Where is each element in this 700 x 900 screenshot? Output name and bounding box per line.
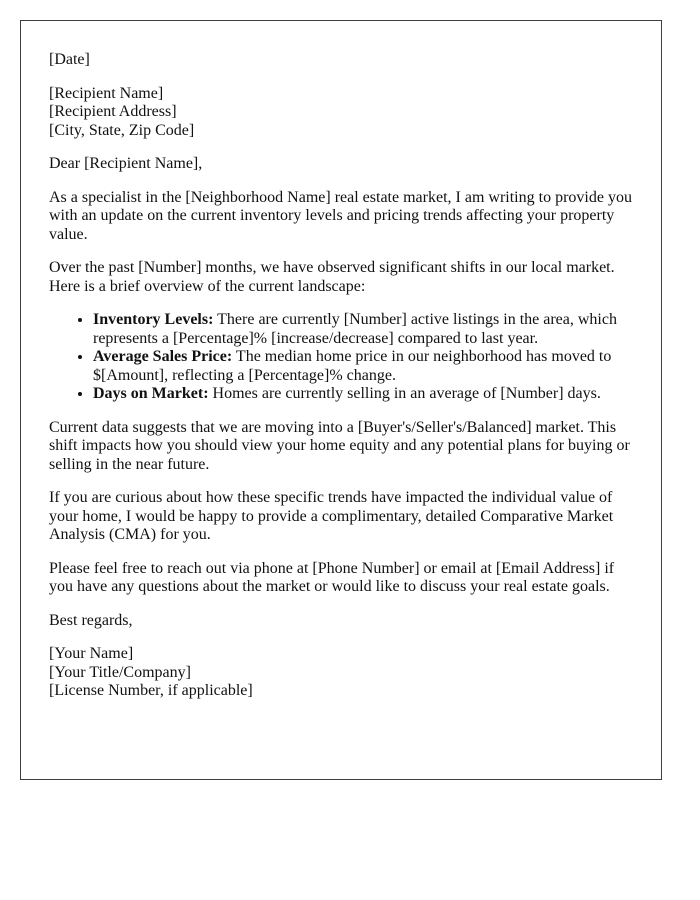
bullet-label-average-sales-price: Average Sales Price: [93,348,233,365]
date-line: [Date] [49,51,90,68]
bullet-text-average-sales-price: The median home price in our neighborhood has moved to $[Amount], reflecting a [Percentage]% change. [93,348,612,384]
recipient-name-line: [Recipient Name] [49,84,164,102]
list-item-average-sales-price [93,348,633,385]
market-stats-list [49,311,633,404]
salutation-line: Dear [Recipient Name], [49,155,203,172]
list-item-inventory-levels [93,311,633,348]
signature-block [49,645,633,701]
letter-document [20,20,662,780]
overview-paragraph: Over the past [Number] months, we have observed significant shifts in our local market. Here is a brief overview of the current landscape: [49,259,615,295]
bullet-label-days-on-market: Days on Market: [93,385,209,402]
contact-paragraph: Please feel free to reach out via phone at [Phone Number] or email at [Email Address] if you have any questions about the market or would like to discuss your real estate goals. [49,559,615,595]
market-shift-paragraph: Current data suggests that we are moving into a [Buyer's/Seller's/Balanced] market. This shift impacts how you should view your home equity and any potential plans for buying or selling in the near future. [49,418,630,473]
bullet-text-inventory-levels: There are currently [Number] active listings in the area, which represents a [Percentage]% [increase/decrease] compared to last year. [93,311,617,347]
bullet-text-days-on-market: Homes are currently selling in an average of [Number] days. [208,385,601,402]
bullet-label-inventory-levels: Inventory Levels: [93,311,214,328]
cma-offer-paragraph: If you are curious about how these specific trends have impacted the individual value of your home, I would be happy to provide a complimentary, detailed Comparative Market Analysis (CMA) for you. [49,489,614,543]
recipient-address-line: [Recipient Address] [49,103,177,120]
signature-title-company-line: [Your Title/Company] [49,663,191,681]
intro-paragraph: As a specialist in the [Neighborhood Name] real estate market, I am writing to provide you with an update on the current inventory levels and pricing trends affecting your property value. [49,188,632,243]
closing-line: Best regards, [49,611,133,629]
signature-license-line: [License Number, if applicable] [49,682,253,699]
signature-name-line: [Your Name] [49,645,134,662]
recipient-address-block [49,85,633,141]
list-item-days-on-market [93,385,633,404]
recipient-city-state-zip-line: [City, State, Zip Code] [49,121,195,139]
